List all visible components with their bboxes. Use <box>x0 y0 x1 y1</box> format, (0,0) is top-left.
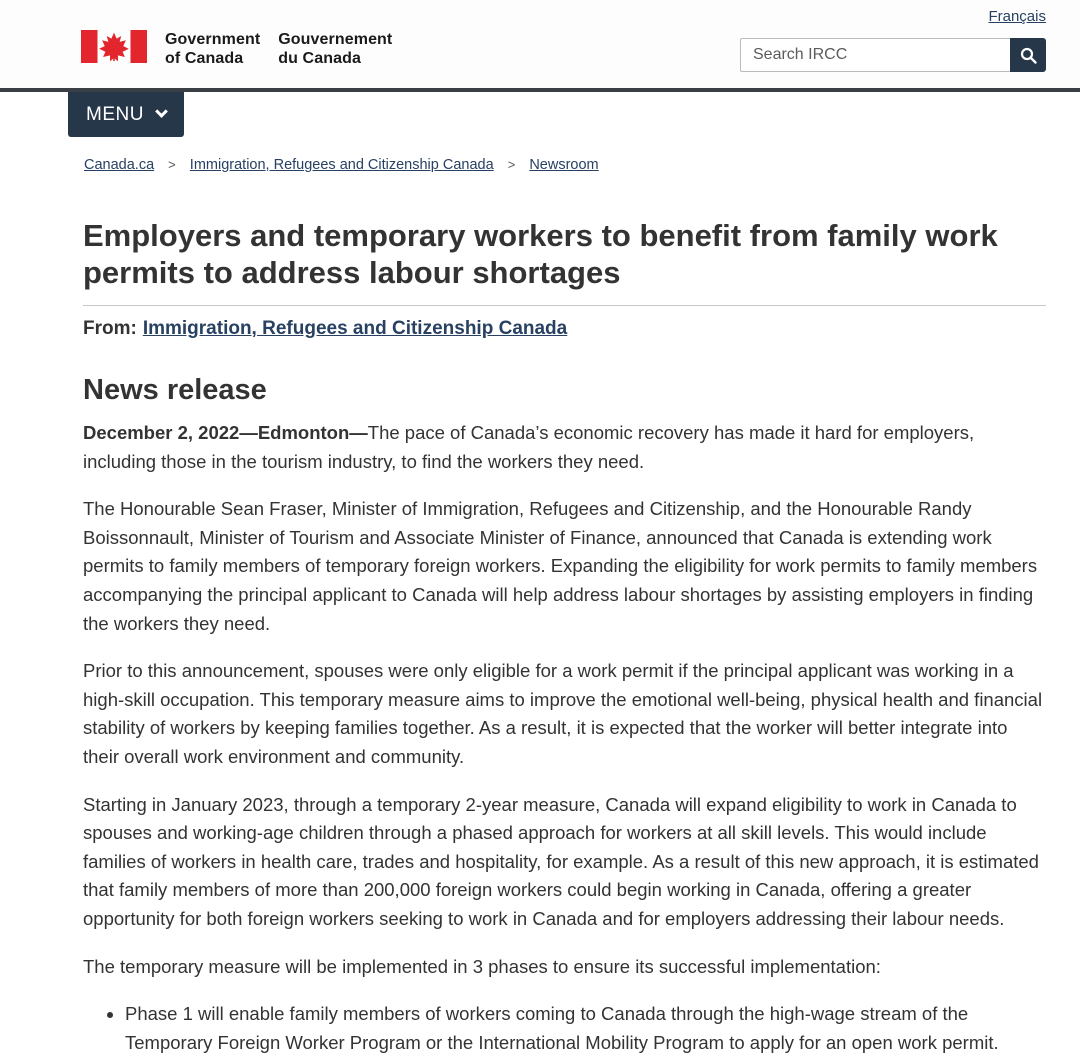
breadcrumb-separator: > <box>507 157 516 172</box>
article-content <box>83 217 1046 1057</box>
logo-fr-line2: du Canada <box>278 50 361 67</box>
phase-list-item-clipped: • Phase 1 will enable family members of workers coming to Canada through the high-wage stream of the Temporary Foreign Worker Program or the International Mobility Program to apply for an open work permit. <box>125 1000 1046 1057</box>
breadcrumb-separator: > <box>168 157 176 172</box>
from-line <box>83 318 1046 340</box>
search-button[interactable] <box>1010 38 1046 72</box>
breadcrumb-link-newsroom[interactable]: Newsroom <box>529 157 599 173</box>
logo-text-english <box>165 30 260 68</box>
site-search <box>740 38 1046 72</box>
from-label: From: <box>83 318 137 339</box>
breadcrumb-link-ircc[interactable]: Immigration, Refugees and Citizenship Canada <box>189 157 494 173</box>
search-input[interactable] <box>740 38 1010 72</box>
breadcrumb-link-canada-ca[interactable]: Canada.ca <box>84 157 155 173</box>
paragraph-phases-intro: The temporary measure will be implemented in 3 phases to ensure its successful implementation: <box>83 955 881 977</box>
government-of-canada-signature[interactable] <box>81 30 392 68</box>
site-header <box>0 0 1080 88</box>
breadcrumb <box>84 157 1080 173</box>
page-title: Employers and temporary workers to benefit from family work permits to address labour shortages <box>83 217 1046 306</box>
phases-list <box>83 1000 1046 1057</box>
paragraph-prior-measure: Prior to this announcement, spouses were only eligible for a work permit if the principal applicant was working in a high-skill occupation. This temporary measure aims to improve the emotional well-being, physical health and financial stability of workers by keeping families together. As a result, it is expected that the worker will better integrate into their overall work environment and community. <box>83 660 1043 767</box>
paragraph-expansion: Starting in January 2023, through a temporary 2-year measure, Canada will expand eligibility to work in Canada to spouses and working-age children through a phased approach for workers at all skill levels. This would include families of workers in health care, trades and hospitality, for example. As a result of this new approach, it is estimated that family members of more than 200,000 foreign workers could begin working in Canada, offering a greater opportunity for both foreign workers seeking to work in Canada and for employers addressing their labour needs. <box>83 793 1039 929</box>
paragraph-text: The pace of Canada’s economic recovery has made it hard for employers, including those in the tourism industry, to find the workers they need. <box>83 422 975 472</box>
menu-button-label: MENU <box>86 103 144 125</box>
paragraph-dateline <box>83 419 1046 476</box>
dateline: December 2, 2022—Edmonton— <box>83 422 368 443</box>
logo-text-french <box>278 30 392 68</box>
chevron-down-icon <box>155 105 168 118</box>
language-toggle-link[interactable]: Français <box>988 8 1046 25</box>
logo-en-line1: Government <box>165 31 261 48</box>
magnifier-icon <box>1020 47 1037 64</box>
logo-en-line2: of Canada <box>165 50 244 67</box>
canada-flag-icon <box>81 30 147 63</box>
menu-button[interactable] <box>68 92 184 137</box>
from-department-link[interactable]: Immigration, Refugees and Citizenship Canada <box>142 318 568 339</box>
language-toggle <box>988 8 1046 26</box>
paragraph-announcement: The Honourable Sean Fraser, Minister of Immigration, Refugees and Citizenship, and the Honourable Randy Boissonnault, Minister of Tourism and Associate Minister of Finance, announced that Canada is extending work permits to family members of temporary foreign workers. Expanding the eligibility for work permits to family members accompanying the principal applicant to Canada will help address labour shortages by assisting employers in finding the workers they need. <box>83 498 1038 634</box>
logo-fr-line1: Gouvernement <box>278 31 393 48</box>
news-release-heading: News release <box>83 374 267 406</box>
